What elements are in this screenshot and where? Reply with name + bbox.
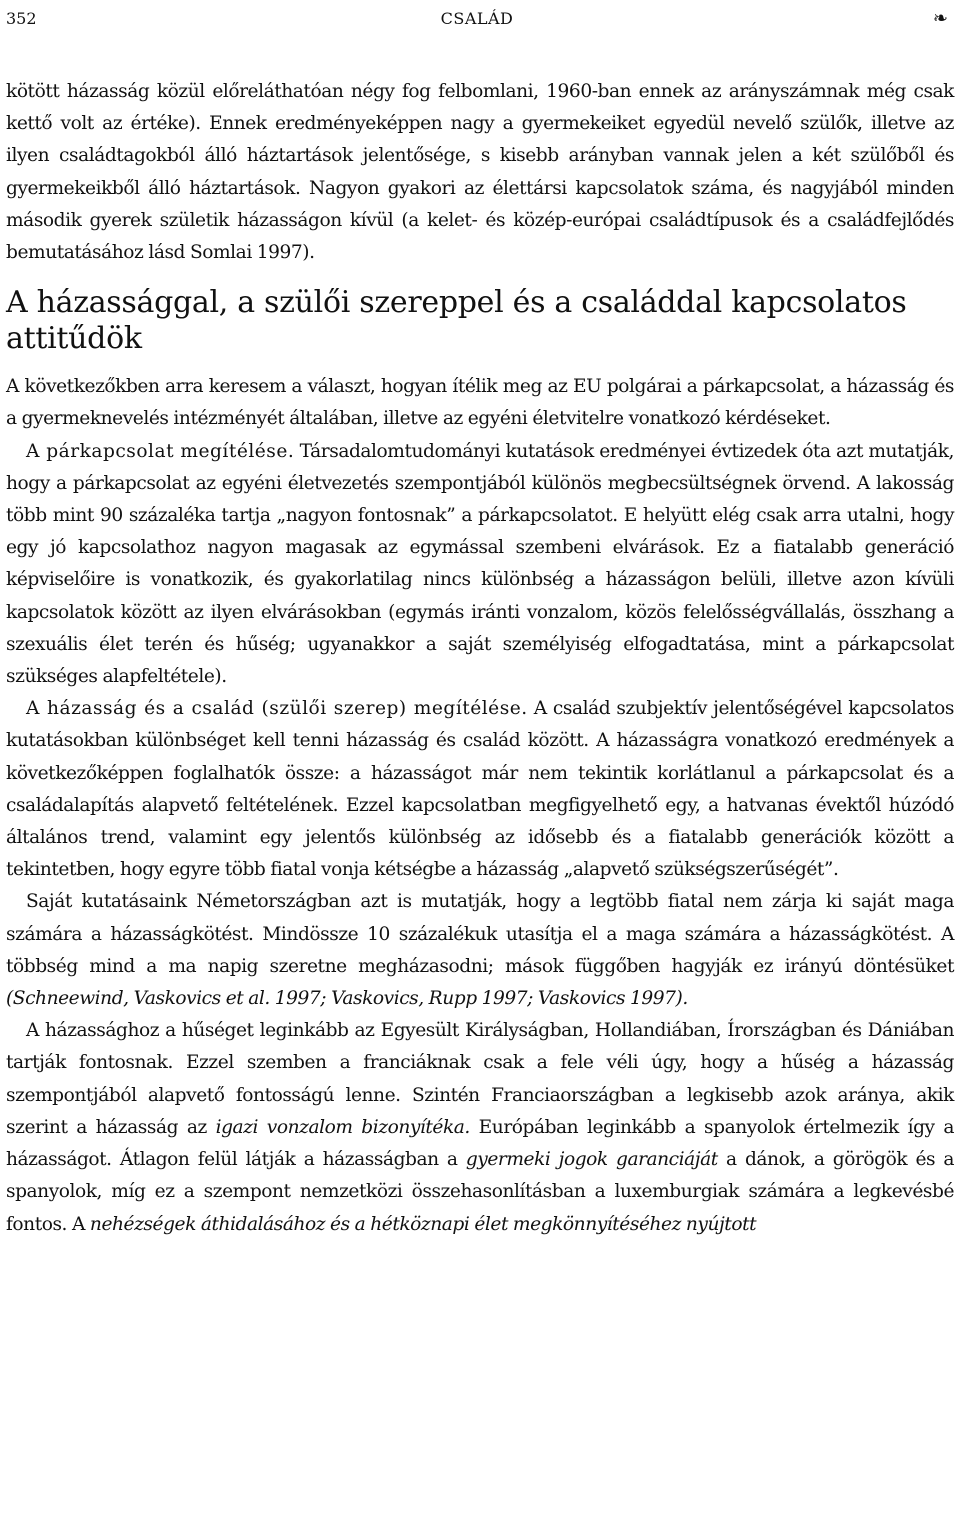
emphasis: igazi vonzalom bizonyítéka. [215, 1116, 470, 1138]
paragraph-text: A házassághoz a hűséget leginkább az Egyesült Királyságban, Hollandiában, Írországban és Dániában tartják fontosnak. Ezzel szemben a franciáknak csak a fele véli úgy, hogy a hűség a házasság szempontjából alapvető fontosságú lenne. Szintén Franciaországban a legkisebb azok aránya, akik szerint a házasság az [6, 1020, 954, 1138]
emphasis: nehézségek áthidalásához és a hétköznapi élet megkönnyítéséhez nyújtott [89, 1213, 757, 1235]
run-in-heading-marriage: A házasság és a család (szülői szerep) megítélése. [26, 698, 528, 720]
running-title: CSALÁD [440, 9, 514, 28]
paragraph-text: Európában leginkább a spanyolok értelmezik így a házasságot. Átlagon felül látják a házasságban a [6, 1116, 955, 1171]
paragraph-text: Saját kutatásaink Németországban azt is mutatják, hogy a legtöbb fiatal nem zárja ki saját maga számára a házasságkötést. Mindössze 10 százalékuk utasítja el a maga számára a házasságkötést. A többség mind a ma napig szeretne megházasodni; mások függőben hagyják ez irányú döntésüket [6, 891, 954, 977]
paragraph-text: a dánok, a görögök és a spanyolok, míg ez a szempont nemzetközi összehasonlításban a luxemburgiak számára a legkevésbé fontos. A [6, 1149, 954, 1235]
page-body [6, 76, 954, 1241]
running-header [6, 6, 948, 32]
paragraph-fidelity [6, 1015, 954, 1240]
fleuron-icon: ❧ [932, 8, 948, 29]
run-in-heading-partnership: A párkapcsolat megítélése. [26, 440, 295, 462]
paragraph-intro: A következőkben arra keresem a választ, hogyan ítélik meg az EU polgárai a párkapcsolat, a házasság és a gyermeknevelés intézményét általában, illetve az egyéni életvitelre vonatkozó kérdéseket. [6, 376, 954, 430]
paragraph-partnership [6, 436, 954, 694]
page-number: 352 [6, 9, 37, 28]
paragraph-text: A család szubjektív jelentőségével kapcsolatos kutatásokban különbséget kell tenni házasság és család között. A házasságra vonatkozó eredmények a következőképpen foglalhatók össze: a házasságot már nem tekintik korlátlanul a párkapcsolat és a családalapítás alapvető feltételének. Ezzel kapcsolatban megfigyelhető egy, a hatvanas évektől húzódó általános trend, valamint egy jelentős különbség az idősebb és a fiatalabb generációk között a tekintetben, hogy egyre több fiatal vonja kétségbe a házasság „alapvető szükségszerűségét”. [6, 698, 954, 881]
paragraph-marriage-family [6, 693, 954, 886]
paragraph-text: Társadalomtudományi kutatások eredményei évtizedek óta azt mutatják, hogy a párkapcsolat az egyéni életvezetés szempontjából különös megbecsültségnek örvend. A lakosság több mint 90 százaléka tartja „nagyon fontosnak” a párkapcsolatot. E helyütt elég csak arra utalni, hogy egy jó kapcsolathoz nagyon magasak az egymással szembeni elvárások. Ez a fiatalabb generáció képviselőire is vonatkozik, és gyakorlatilag nincs különbség a házasságon belüli, illetve azon kívüli kapcsolatok között az ilyen elvárásokban (egymás iránti vonzalom, közös felelősségvállalás, összhang a szexuális élet terén és hűség; ugyanakkor a saját személyiség elfogadtatása, mint a párkapcsolat szükséges alapfeltétele). [6, 440, 954, 688]
paragraph-continued: kötött házasság közül előreláthatóan négy fog felbomlani, 1960-ban ennek az arányszámnak még csak kettő volt az értéke). Ennek eredményeképpen nagy a gyermekeiket egyedül nevelő szülők, illetve az ilyen családtagokból álló háztartások jelentősége, s kisebb arányban vannak jelen a két szülőből és gyermekeikből álló háztartások. Nagyon gyakori az élettársi kapcsolatok száma, és nagyjából minden második gyerek születik házasságon kívül (a kelet- és közép-európai családtípusok és a családfejlődés bemutatásához lásd Somlai 1997). [6, 81, 954, 264]
emphasis: gyermeki jogok garanciáját [465, 1149, 718, 1171]
citation: (Schneewind, Vaskovics et al. 1997; Vaskovics, Rupp 1997; Vaskovics 1997). [6, 988, 688, 1010]
section-heading: A házassággal, a szülői szereppel és a családdal kapcsolatos attitűdök [6, 285, 907, 357]
paragraph-germany-research [6, 886, 954, 1015]
